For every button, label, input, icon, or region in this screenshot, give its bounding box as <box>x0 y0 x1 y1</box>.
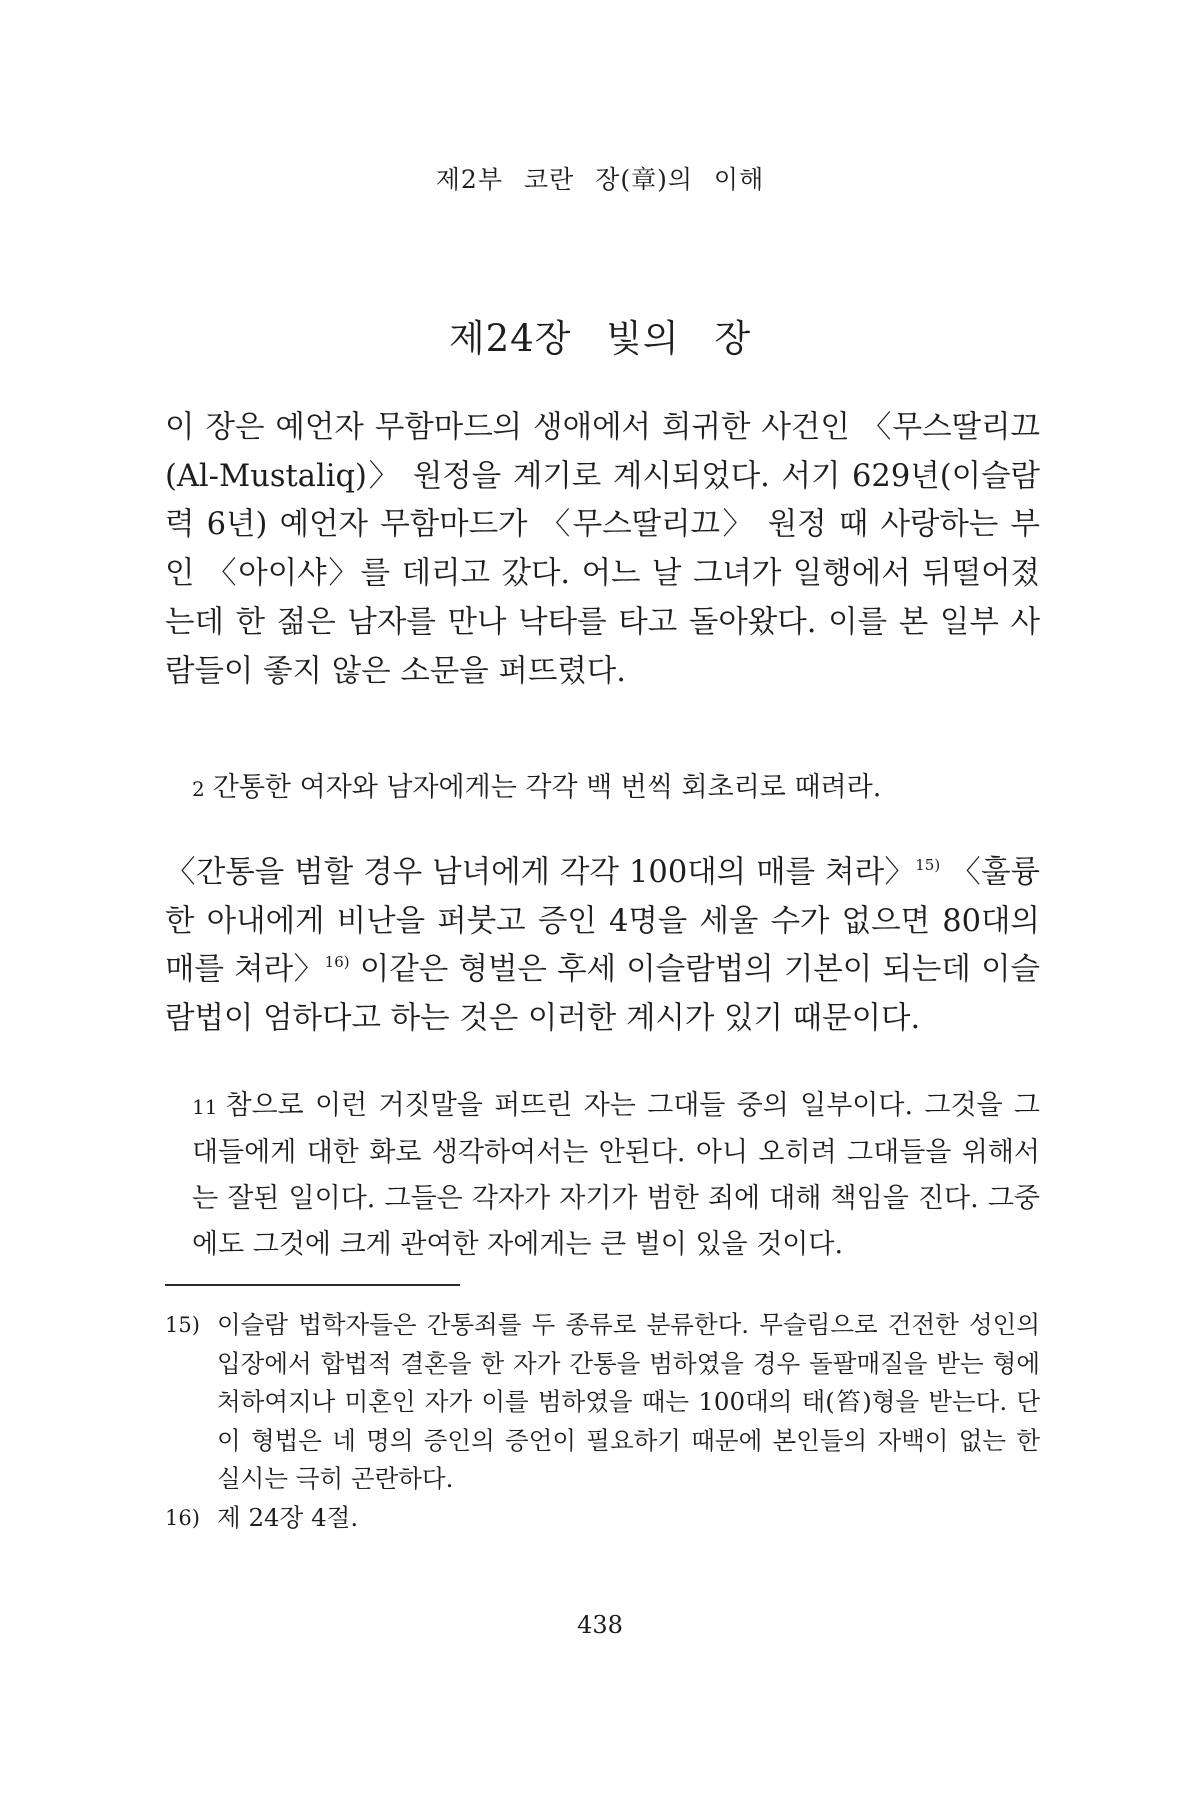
verse-11 <box>192 1083 1040 1268</box>
footnote-15 <box>165 1306 1040 1499</box>
footnote-number: 15) <box>165 1313 200 1337</box>
verse-text: 간통한 여자와 남자에게는 각각 백 번씩 회초리로 때려라. <box>212 772 882 803</box>
footnote-ref-15[interactable]: 15) <box>915 856 941 874</box>
footnote-text: 제 24장 4절. <box>217 1502 359 1532</box>
footnote-ref-16[interactable]: 16) <box>324 953 350 971</box>
footnote-text: 이슬람 법학자들은 간통죄를 두 종류로 분류한다. 무슬림으로 건전한 성인의 입장에서 합법적 결혼을 한 자가 간통을 범하였을 경우 돌팔매질을 받는 형에 처하여지나 미혼인 자가 이를 범하였을 때는 100대의 태(笞)형을 받는다. 단 이 형법은 네 명의 증인의 증언이 필요하기 때문에 본인들의 자백이 없는 한 실시는 극히 곤란하다. <box>217 1310 1040 1493</box>
verse-2 <box>192 765 1040 812</box>
verse-text: 참으로 이런 거짓말을 퍼뜨린 자는 그대들 중의 일부이다. 그것을 그대들에게 대한 화로 생각하여서는 안된다. 아니 오히려 그대들을 위해서는 잘된 일이다. 그들은 각자가 자기가 범한 죄에 대해 책임을 진다. 그중에도 그것에 크게 관여한 자에게는 큰 벌이 있을 것이다. <box>192 1090 1040 1260</box>
running-head: 제2부 코란 장(章)의 이해 <box>435 165 765 194</box>
footnote-divider <box>165 1284 460 1286</box>
commentary-paragraph <box>165 849 1040 1043</box>
footnote-16 <box>165 1499 1040 1538</box>
commentary-text-1: 〈간통을 범할 경우 남녀에게 각각 100대의 매를 쳐라〉 <box>165 855 916 890</box>
intro-paragraph: 이 장은 예언자 무함마드의 생애에서 희귀한 사건인 〈무스딸리끄(Al-Mustaliq)〉 원정을 계기로 계시되었다. 서기 629년(이슬람력 6년) 예언자 무함마드가 〈무스딸리끄〉 원정 때 사랑하는 부인 〈아이샤〉를 데리고 갔다. 어느 날 그녀가 일행에서 뒤떨어졌는데 한 젊은 남자를 만나 낙타를 타고 돌아왔다. 이를 본 일부 사람들이 좋지 않은 소문을 퍼뜨렸다. <box>165 410 1040 689</box>
chapter-title: 제24장 빛의 장 <box>448 317 752 360</box>
commentary-text-2: 〈훌륭한 아내에게 비난을 퍼붓고 증인 4명을 세울 수가 없으면 80대의 매를 쳐라〉 <box>165 855 1040 987</box>
commentary-text-3: 이같은 형벌은 후세 이슬람법의 기본이 되는데 이슬람법이 엄하다고 하는 것은 이러한 계시가 있기 때문이다. <box>165 952 1040 1036</box>
footnote-number: 16) <box>165 1505 200 1530</box>
footnotes-list <box>165 1306 1040 1537</box>
page-number: 438 <box>577 1611 623 1639</box>
verse-number: 2 <box>192 777 205 801</box>
verse-number: 11 <box>192 1095 218 1119</box>
